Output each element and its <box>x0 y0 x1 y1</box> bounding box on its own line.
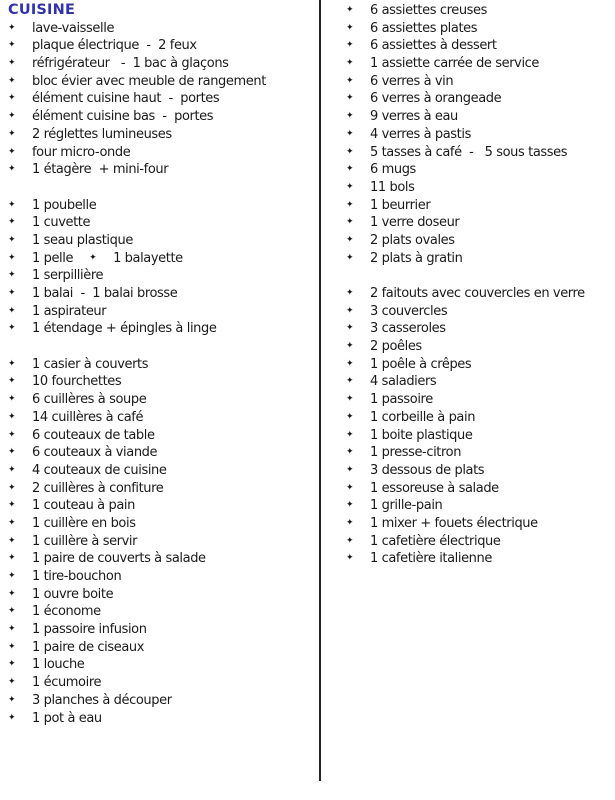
bullet-icon: ✦ <box>346 146 354 157</box>
item-text: 6 couteaux à viande <box>32 445 158 461</box>
item-text: 1 cafetière italienne <box>370 551 492 567</box>
bullet-icon: ✦ <box>346 394 354 405</box>
list-item <box>346 480 615 498</box>
list-item <box>8 250 321 268</box>
item-text: 1 étagère + mini-four <box>32 162 169 178</box>
item-text: 2 poêles <box>370 339 422 355</box>
bullet-icon: ✦ <box>346 358 354 369</box>
list-item <box>8 533 321 551</box>
item-text: 1 paire de couverts à salade <box>32 551 206 567</box>
item-text: élément cuisine haut - portes <box>32 91 220 107</box>
list-item <box>346 73 615 91</box>
bullet-icon: ✦ <box>8 694 16 705</box>
list-item <box>346 250 615 268</box>
bullet-icon: ✦ <box>8 588 16 599</box>
item-text: 2 réglettes lumineuses <box>32 126 172 142</box>
list-item <box>346 427 615 445</box>
item-text: 3 dessous de plats <box>370 462 485 478</box>
bullet-icon: ✦ <box>8 270 16 281</box>
item-text: 1 assiette carrée de service <box>370 56 540 72</box>
item-text: 6 cuillères à soupe <box>32 392 147 408</box>
bullet-icon: ✦ <box>346 111 354 122</box>
bullet-icon: ✦ <box>8 75 16 86</box>
bullet-icon: ✦ <box>8 358 16 369</box>
bullet-icon: ✦ <box>346 22 354 33</box>
list-item <box>8 621 321 639</box>
item-text: 10 fourchettes <box>32 374 122 390</box>
bullet-icon: ✦ <box>346 128 354 139</box>
item-text: 1 cuillère à servir <box>32 533 138 549</box>
bullet-icon: ✦ <box>8 517 16 528</box>
item-text: 1 mixer + fouets électrique <box>370 515 538 531</box>
item-text: 3 couvercles <box>370 303 448 319</box>
item-text: réfrigérateur - 1 bac à glaçons <box>32 56 229 72</box>
list-item <box>8 90 321 108</box>
list-item <box>346 214 615 232</box>
list-item <box>8 409 321 427</box>
right-column-list <box>346 2 615 568</box>
item-text: 1 essoreuse à salade <box>370 480 499 496</box>
item-text: 1 paire de ciseaux <box>32 639 145 655</box>
bullet-icon: ✦ <box>346 164 354 175</box>
list-item <box>346 285 615 303</box>
bullet-icon: ✦ <box>346 58 354 69</box>
list-item <box>346 391 615 409</box>
list-item <box>346 161 615 179</box>
list-item <box>346 356 615 374</box>
item-text: 1 balai - 1 balai brosse <box>32 286 178 302</box>
bullet-icon: ✦ <box>8 217 16 228</box>
list-item <box>8 444 321 462</box>
list-item <box>8 427 321 445</box>
bullet-icon: ✦ <box>8 22 16 33</box>
bullet-icon: ✦ <box>8 659 16 670</box>
item-text: 4 saladiers <box>370 374 437 390</box>
item-text: 1 passoire <box>370 392 433 408</box>
list-item <box>346 197 615 215</box>
bullet-icon: ✦ <box>346 553 354 564</box>
item-text: 1 casier à couverts <box>32 356 149 372</box>
bullet-icon: ✦ <box>346 288 354 298</box>
list-item <box>346 338 615 356</box>
list-item <box>8 586 321 604</box>
list-item <box>346 126 615 144</box>
item-text: 1 économe <box>32 604 101 620</box>
bullet-icon: ✦ <box>8 447 16 458</box>
list-item <box>8 480 321 498</box>
list-item <box>8 320 321 338</box>
bullet-icon: ✦ <box>346 305 354 316</box>
item-text: 1 passoire infusion <box>32 622 147 638</box>
item-text: 6 assiettes creuses <box>370 3 488 18</box>
list-item <box>8 462 321 480</box>
list-item <box>8 656 321 674</box>
item-text: 1 corbeille à pain <box>370 409 476 425</box>
item-group <box>8 356 321 727</box>
list-item <box>8 55 321 73</box>
list-item <box>8 214 321 232</box>
item-text: 1 beurrier <box>370 197 431 213</box>
bullet-icon: ✦ <box>346 40 354 51</box>
item-text: 1 grille-pain <box>370 498 443 514</box>
bullet-icon: ✦ <box>8 482 16 493</box>
list-item <box>8 126 321 144</box>
bullet-icon: ✦ <box>8 500 16 511</box>
list-item <box>8 692 321 710</box>
bullet-icon: ✦ <box>8 641 16 652</box>
bullet-icon: ✦ <box>346 411 354 422</box>
item-text: 1 louche <box>32 657 85 673</box>
list-item <box>8 232 321 250</box>
item-text: 4 verres à pastis <box>370 126 471 142</box>
bullet-icon: ✦ <box>8 677 16 688</box>
item-text: 1 boite plastique <box>370 427 473 443</box>
bullet-icon: ✦ <box>8 164 16 175</box>
list-item <box>346 55 615 73</box>
bullet-icon: ✦ <box>8 553 16 564</box>
item-text: 1 poêle à crêpes <box>370 356 472 372</box>
bullet-icon: ✦ <box>8 606 16 617</box>
item-text: 1 cafetière électrique <box>370 533 501 549</box>
bullet-icon: ✦ <box>8 93 16 104</box>
bullet-icon: ✦ <box>346 535 354 546</box>
bullet-icon: ✦ <box>8 146 16 157</box>
list-item <box>8 161 321 179</box>
list-item <box>8 568 321 586</box>
list-item <box>8 267 321 285</box>
list-item <box>8 303 321 321</box>
bullet-icon: ✦ <box>346 323 354 334</box>
list-item <box>8 356 321 374</box>
bullet-icon: ✦ <box>8 464 16 475</box>
list-item <box>8 550 321 568</box>
list-item <box>8 144 321 162</box>
bullet-icon: ✦ <box>346 341 354 352</box>
list-item <box>346 462 615 480</box>
list-item <box>346 303 615 321</box>
list-item <box>346 179 615 197</box>
item-text: 2 cuillères à confiture <box>32 480 164 496</box>
bullet-icon: ✦ <box>346 217 354 228</box>
item-text: 6 assiettes plates <box>370 20 478 36</box>
list-item <box>346 515 615 533</box>
list-item <box>8 20 321 38</box>
item-text: 1 poubelle <box>32 197 97 213</box>
list-item <box>346 144 615 162</box>
list-item <box>346 373 615 391</box>
bullet-icon: ✦ <box>8 411 16 422</box>
item-group <box>346 2 615 267</box>
item-text: 1 cuvette <box>32 215 91 231</box>
item-text: 3 planches à découper <box>32 692 172 708</box>
item-text: 14 cuillères à café <box>32 409 144 425</box>
list-item <box>346 108 615 126</box>
bullet-icon: ✦ <box>346 5 354 15</box>
bullet-icon: ✦ <box>8 571 16 582</box>
item-text: 1 serpillière <box>32 268 104 284</box>
list-item <box>346 20 615 38</box>
list-item <box>8 497 321 515</box>
bullet-icon: ✦ <box>8 376 16 387</box>
bullet-icon: ✦ <box>8 305 16 316</box>
left-column-list <box>8 20 321 728</box>
list-item <box>346 533 615 551</box>
item-text: 1 tire-bouchon <box>32 569 122 585</box>
item-text: plaque électrique - 2 feux <box>32 38 197 54</box>
item-text: 1 cuillère en bois <box>32 515 136 531</box>
bullet-icon: ✦ <box>8 535 16 546</box>
bullet-icon: ✦ <box>8 111 16 122</box>
bullet-icon: ✦ <box>8 199 16 210</box>
item-text: 2 faitouts avec couvercles en verre <box>370 286 585 301</box>
item-text: 11 bols <box>370 179 415 195</box>
item-text: 4 couteaux de cuisine <box>32 462 167 478</box>
bullet-icon: ✦ <box>8 40 16 51</box>
bullet-icon: ✦ <box>346 447 354 458</box>
bullet-icon: ✦ <box>346 252 354 263</box>
item-text: 5 tasses à café - 5 sous tasses <box>370 144 568 160</box>
bullet-icon: ✦ <box>346 464 354 475</box>
item-group <box>346 285 615 568</box>
list-item <box>346 320 615 338</box>
list-item <box>346 37 615 55</box>
bullet-icon: ✦ <box>8 323 16 334</box>
right-column <box>321 0 615 800</box>
item-text: 1 pelle <box>32 250 74 266</box>
item-group <box>8 20 321 179</box>
item-group <box>8 197 321 339</box>
item-text: 1 couteau à pain <box>32 498 135 514</box>
item-text: lave-vaisselle <box>32 20 115 36</box>
bullet-icon: ✦ <box>8 58 16 69</box>
bullet-icon: ✦ <box>8 624 16 635</box>
bullet-icon: ✦ <box>346 181 354 192</box>
bullet-icon: ✦ <box>89 252 97 263</box>
item-text: 6 assiettes à dessert <box>370 38 497 54</box>
list-item <box>346 409 615 427</box>
list-item <box>346 232 615 250</box>
bullet-icon: ✦ <box>346 93 354 104</box>
list-item <box>8 639 321 657</box>
bullet-icon: ✦ <box>346 199 354 210</box>
item-text: 1 étendage + épingles à linge <box>32 321 217 337</box>
bullet-icon: ✦ <box>346 376 354 387</box>
list-item <box>346 497 615 515</box>
list-item <box>8 391 321 409</box>
bullet-icon: ✦ <box>346 429 354 440</box>
item-text: 9 verres à eau <box>370 109 458 125</box>
bullet-icon: ✦ <box>346 500 354 511</box>
item-text: 6 couteaux de table <box>32 427 155 443</box>
list-item <box>8 710 321 728</box>
item-text: 1 seau plastique <box>32 232 133 248</box>
bullet-icon: ✦ <box>346 482 354 493</box>
list-item <box>346 444 615 462</box>
list-item <box>8 37 321 55</box>
bullet-icon: ✦ <box>8 429 16 440</box>
bullet-icon: ✦ <box>346 234 354 245</box>
list-item <box>8 515 321 533</box>
item-text: 1 pot à eau <box>32 710 102 726</box>
item-text: 2 plats à gratin <box>370 250 463 266</box>
item-text: élément cuisine bas - portes <box>32 109 214 125</box>
bullet-icon: ✦ <box>346 75 354 86</box>
list-item <box>346 2 615 20</box>
list-item <box>8 197 321 215</box>
item-text: four micro-onde <box>32 144 131 160</box>
list-item <box>346 550 615 568</box>
item-text: 6 verres à orangeade <box>370 91 502 107</box>
list-item <box>8 108 321 126</box>
bullet-icon: ✦ <box>346 517 354 528</box>
list-item <box>346 90 615 108</box>
bullet-icon: ✦ <box>8 252 16 263</box>
list-item <box>8 373 321 391</box>
item-text: 6 verres à vin <box>370 73 454 89</box>
item-text: 1 presse-citron <box>370 445 462 461</box>
list-item <box>8 73 321 91</box>
bullet-icon: ✦ <box>8 128 16 139</box>
list-item <box>8 674 321 692</box>
page-title: CUISINE <box>8 2 76 18</box>
column-divider <box>319 0 321 781</box>
item-text: 3 casseroles <box>370 321 446 337</box>
item-text: 1 aspirateur <box>32 303 107 319</box>
item-text: 1 ouvre boite <box>32 586 114 602</box>
list-item <box>8 285 321 303</box>
bullet-icon: ✦ <box>8 288 16 299</box>
item-text: 6 mugs <box>370 162 416 178</box>
bullet-icon: ✦ <box>8 234 16 245</box>
item-text: 1 écumoire <box>32 675 102 691</box>
item-text: 1 balayette <box>113 250 183 266</box>
item-text: 2 plats ovales <box>370 232 455 248</box>
item-text: 1 verre doseur <box>370 215 460 231</box>
list-item <box>8 603 321 621</box>
item-text: bloc évier avec meuble de rangement <box>32 73 266 89</box>
bullet-icon: ✦ <box>8 394 16 405</box>
bullet-icon: ✦ <box>8 712 16 723</box>
